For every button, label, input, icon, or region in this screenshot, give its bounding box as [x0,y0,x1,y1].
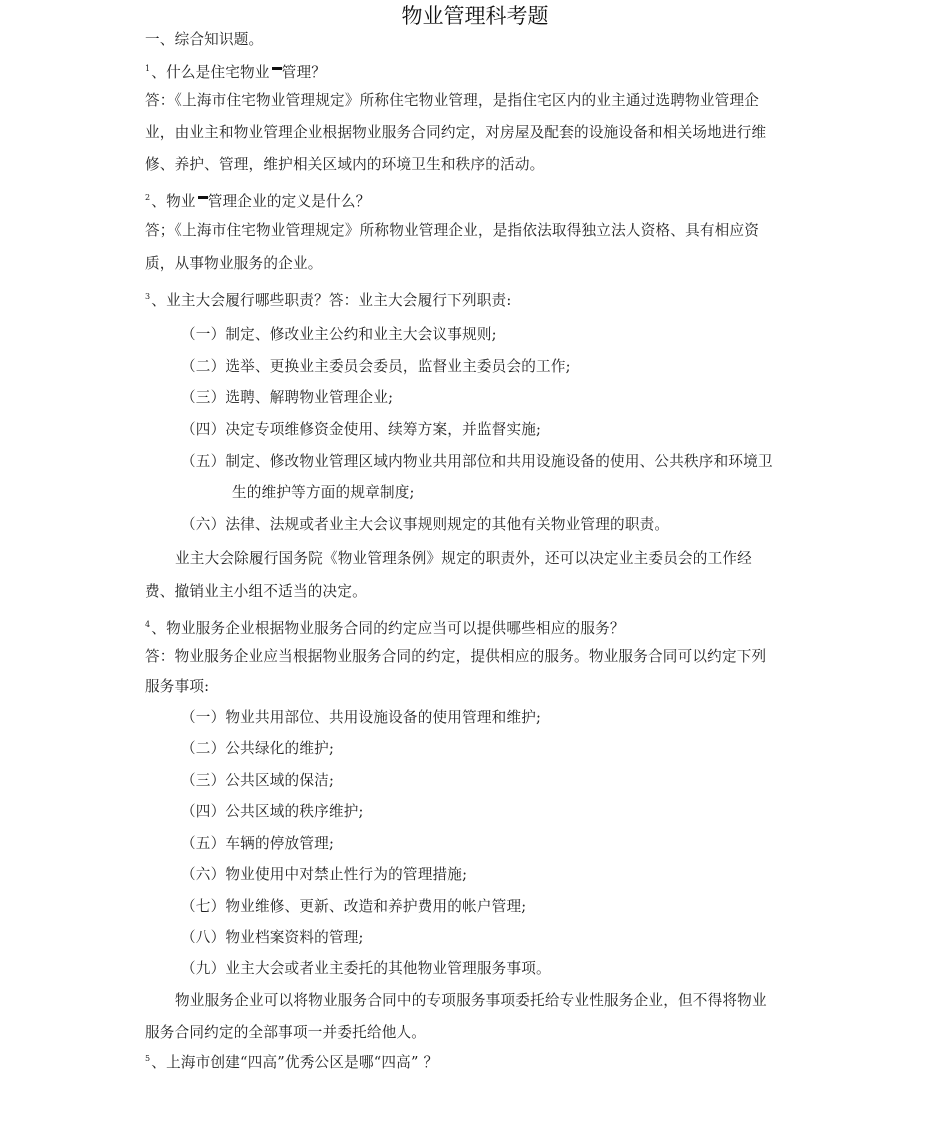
answer-line: 质，从事物业服务的企业。 [145,255,323,272]
list-item: （四）决定专项维修资金使用、续筹方案，并监督实施; [181,421,542,438]
question-4 [145,619,625,639]
list-item: （二）公共绿化的维护; [181,740,335,757]
paragraph-line: 业主大会除履行国务院《物业管理条例》规定的职责外，还可以决定业主委员会的工作经 [175,550,752,567]
list-item-continuation: 生的维护等方面的规章制度; [232,484,415,501]
paragraph-line: 费、撤销业主小组不适当的决定。 [145,583,367,600]
answer-line: 答；《上海市住宅物业管理规定》所称物业管理企业，是指依法取得独立法人资格、具有相应资 [145,222,760,239]
question-number: 3 [145,292,151,302]
list-item: （七）物业维修、更新、改造和养护费用的帐户管理; [181,898,527,915]
paragraph-line: 物业服务企业可以将物业服务合同中的专项服务事项委托给专业性服务企业，但不得将物业 [175,992,767,1009]
page-title: 物业管理科考题 [401,4,549,28]
list-item: （二）选举、更换业主委员会委员，监督业主委员会的工作; [181,358,571,375]
answer-line: 答：《上海市住宅物业管理规定》所称住宅物业管理，是指住宅区内的业主通过选聘物业管理企 [145,92,760,109]
list-item: （九）业主大会或者业主委托的其他物业管理服务事项。 [181,960,551,977]
list-item: （六）法律、法规或者业主大会议事规则规定的其他有关物业管理的职责。 [181,516,670,533]
section-heading: 一、综合知识题。 [145,31,264,48]
list-item: （六）物业使用中对禁止性行为的管理措施; [181,866,468,883]
list-item: （五）车辆的停放管理; [181,835,335,852]
paragraph-line: 服务合同约定的全部事项一并委托给他人。 [145,1024,427,1041]
question-text-part: 管理？ [281,64,327,81]
list-item: （四）公共区域的秩序维护; [181,803,364,820]
question-text: 、业主大会履行哪些职责？答：业主大会履行下列职责: [151,292,512,309]
answer-line: 服务事项: [145,678,210,695]
list-item: （八）物业档案资料的管理; [181,929,364,946]
question-text-part: 管理企业的定义是什么？ [207,193,371,210]
list-item: （三）公共区域的保洁; [181,772,335,789]
answer-line: 业，由业主和物业管理企业根据物业服务合同约定，对房屋及配套的设施设备和相关场地进行维 [145,124,767,141]
question-number: 2 [145,193,151,203]
question-text: 、上海市创建“四高”优秀公区是哪“四高” ？ [151,1054,439,1071]
question-number: 5 [145,1054,151,1064]
question-1 [145,63,326,83]
question-3 [145,291,511,311]
scan-mark [272,67,282,70]
list-item: （三）选聘、解聘物业管理企业; [181,389,394,406]
question-number: 4 [145,620,151,630]
list-item: （一）物业共用部位、共用设施设备的使用管理和维护; [181,709,542,726]
list-item: （五）制定、修改物业管理区域内物业共用部位和共用设施设备的使用、公共秩序和环境卫 [181,453,773,470]
list-item: （一）制定、修改业主公约和业主大会议事规则; [181,326,497,343]
question-5 [145,1053,438,1073]
answer-line: 修、养护、管理，维护相关区域内的环境卫生和秩序的活动。 [145,156,545,173]
question-text-part: 、什么是住宅物业 [151,64,270,81]
question-text: 、物业服务企业根据物业服务合同的约定应当可以提供哪些相应的服务？ [151,620,625,637]
question-2 [145,192,370,212]
scan-mark [198,196,208,199]
question-text-part: 、物业 [151,193,196,210]
answer-line: 答：物业服务企业应当根据物业服务合同的约定，提供相应的服务。物业服务合同可以约定下列 [145,648,767,665]
question-number: 1 [145,64,151,74]
